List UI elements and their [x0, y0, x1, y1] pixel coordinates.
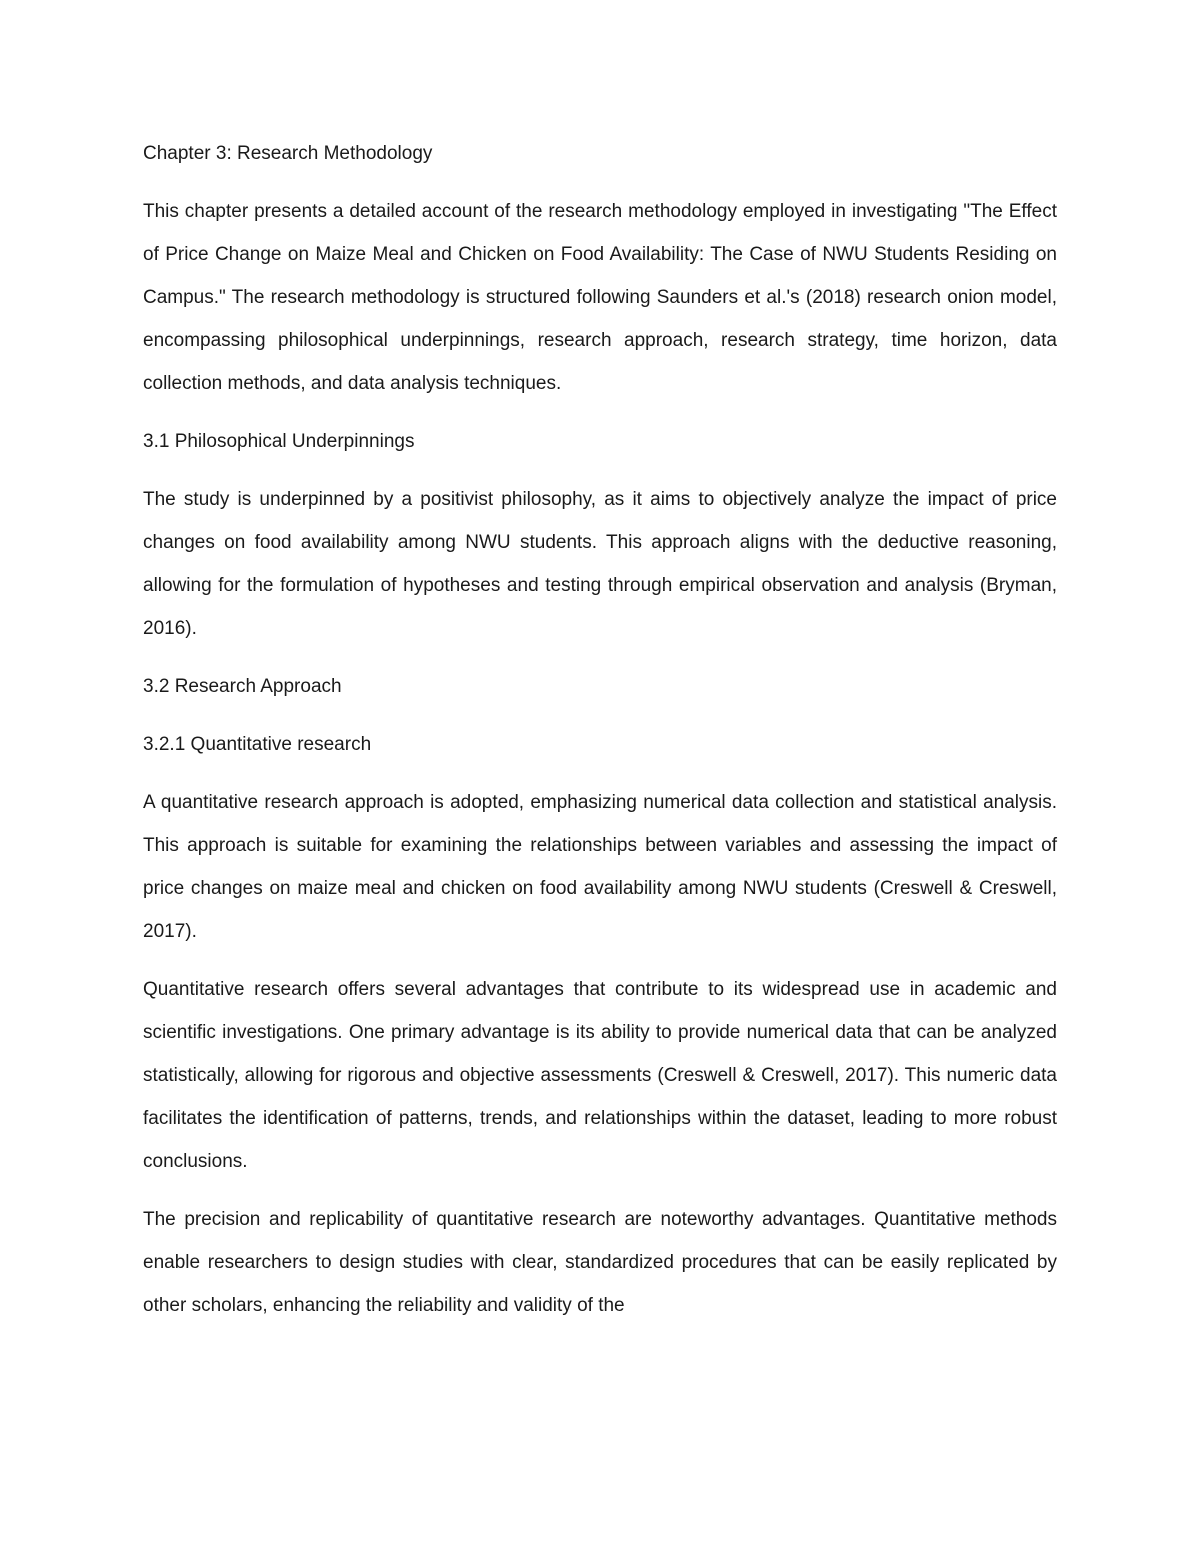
section-3-2-1-paragraph-2: Quantitative research offers several advantages that contribute to its widespread use in academic and scientific investigations. One primary advantage is its ability to provide numerical data that can be analyzed statistically, allowing for rigorous and objective assessments (Creswell & Creswell, 2017). This numeric data facilitates the identification of patterns, trends, and relationships within the dataset, leading to more robust conclusions.: [143, 979, 1057, 1172]
section-3-2-1-paragraph-1: A quantitative research approach is adopted, emphasizing numerical data collection and statistical analysis. This approach is suitable for examining the relationships between variables and assessing the impact of price changes on maize meal and chicken on food availability among NWU students (Creswell & Creswell, 2017).: [143, 792, 1057, 942]
section-3-1-heading: 3.1 Philosophical Underpinnings: [143, 431, 415, 452]
document-page: [143, 132, 1057, 1342]
section-3-2-1-heading: 3.2.1 Quantitative research: [143, 734, 372, 755]
intro-paragraph: This chapter presents a detailed account of the research methodology employed in investigating "The Effect of Price Change on Maize Meal and Chicken on Food Availability: The Case of NWU Students Residing on Campus." The research methodology is structured following Saunders et al.'s (2018) research onion model, encompassing philosophical underpinnings, research approach, research strategy, time horizon, data collection methods, and data analysis techniques.: [143, 201, 1057, 394]
section-3-2-heading: 3.2 Research Approach: [143, 676, 342, 697]
section-3-1-paragraph: The study is underpinned by a positivist philosophy, as it aims to objectively analyze the impact of price changes on food availability among NWU students. This approach aligns with the deductive reasoning, allowing for the formulation of hypotheses and testing through empirical observation and analysis (Bryman, 2016).: [143, 489, 1057, 639]
chapter-title: Chapter 3: Research Methodology: [143, 143, 433, 164]
section-3-2-1-paragraph-3: The precision and replicability of quantitative research are noteworthy advantages. Quantitative methods enable researchers to design studies with clear, standardized procedures that can be easily replicated by other scholars, enhancing the reliability and validity of the: [143, 1209, 1057, 1316]
